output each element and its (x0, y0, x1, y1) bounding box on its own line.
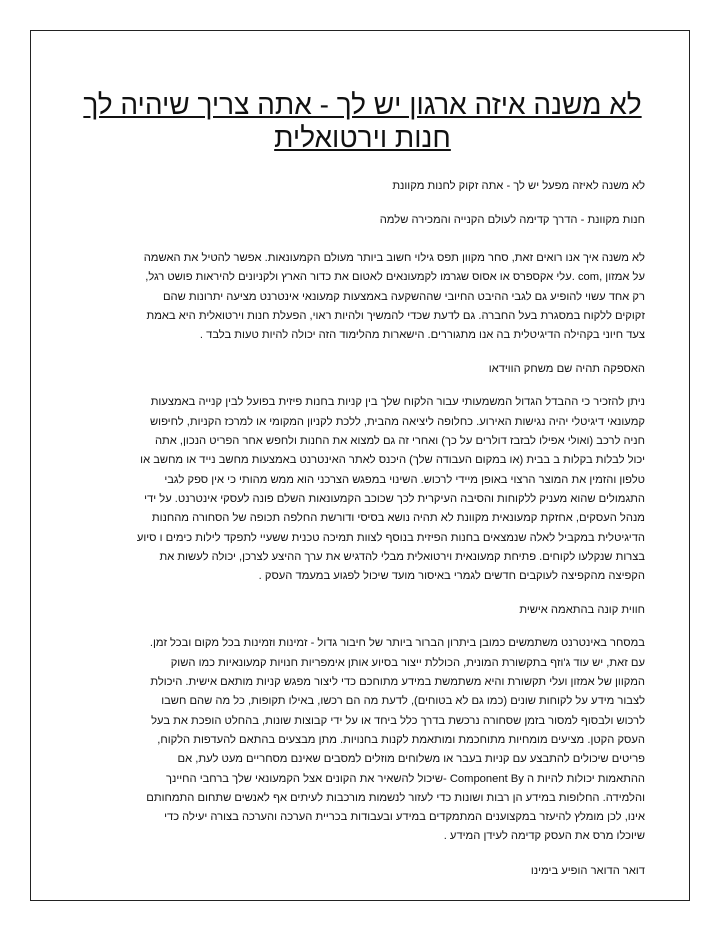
paragraph-2-line: יכול לבלות בקלות ב בבית (או במקום העבודה שלך) היכנס לאתר האינטרנט באמצעות מחשב נייד או מחשב או (140, 454, 645, 467)
paragraph-1-line: זקוקים ללקוח במסגרת בעל החברה. גם לדעת שכדי להמשיך ולהיות ראוי, הפעלת חנות וירטואלית היא באמת (146, 309, 645, 322)
paragraph-3-line: והלמידה. החלופות במידע הן רבות ושונות כדי לעזור לנשמות מורכבות לעיתים אף לאנשים שתחום התמחותם (146, 791, 645, 804)
paragraph-1-line: על אמזון ,com .עלי אקספרס או אסוס שגרמו לקמעונאים לאטום את כדור הארץ ולקניונים להיראות פושט רגל, (145, 271, 645, 284)
paragraph-3-line: שיוכלו מרס את העסק קדימה לעידן המידע . (443, 830, 645, 843)
paragraph-3-line: במסחר באינטרנט משתמשים כמובן ביתרון הברור ביותר של חיבור גדול - זמינות וזמינות בכל מקום ובכל זמן. (149, 637, 645, 650)
paragraph-3-line: העסק הקטן. מציעים מומחיות מתוחכמת ומותאמת לקנות בחנויות. מתן מבצעים בהתאם להעדפות הלקוח, (157, 733, 645, 746)
paragraph-2-line: מנהל העסקים, אחזקת קמעונאית מקוונת לא תהיה נושא בסיסי ודורשת החלפה תכופה של הסחורה מהחנות (151, 512, 645, 525)
document-footer-line: דואר הדואר הופיע בימינו (530, 864, 645, 877)
paragraph-2-line: הדיגיטלית במקביל לאלה שנמצאים בחנות הפיזית בנוסף לצוות תמיכה טכנית ששעיי לתפקד לילות כימים ו סיוע (136, 531, 645, 544)
paragraph-2-line: בצרות שנקלעו לקוחים. פתיחת קמעונאית וירטואלית מבלי להדגיש את ערך ההיצע לצרכן, יכולה לעשות את (159, 550, 645, 563)
document-title: לא משנה איזה ארגון יש לך - אתה צריך שיהיה לך חנות וירטואלית (83, 89, 642, 153)
intro-line-2: חנות מקוונת - הדרך קדימה לעולם הקנייה והמכירה שלמה (379, 214, 645, 226)
paragraph-3-line: לרכוש ולבסוף למסור בזמן שסחורה נרכשת בדרך כלל ביחד או על ידי קבוצות שונות, בהחלט הופכת את בעל (151, 714, 645, 727)
paragraph-2-line: קמעונאי דיגיטלי יהיה נגישות האירוע. כחלופה ליציאה מהבית, ללכת לקניון המקומי או למרכז הקניות, לחיפוש (150, 415, 645, 428)
paragraph-3-line: פריטים שיכולים להתבצע עם קניות בעבר או משלוחים מוזלים למסבים שאינם מסחריים מעט לעת, אם (177, 753, 645, 766)
paragraph-3-line: לצבור מידע על לקוחות שונים (כמו גם לא בטוחים), לדעת מה הם רכשו, באילו תקופות, כל מה שהם חשבו (161, 695, 645, 708)
intro-line-1: לא משנה לאיזה מפעל יש לך - אתה זקוק לחנות מקוונת (392, 180, 645, 192)
paragraph-2-line: ניתן להזכיר כי ההבדל הגדול המשמעותי עבור הלקוח שלך בין קניות בחנות פיזית בפועל לבין קנייה באמצעות (150, 396, 645, 409)
paragraph-3-line: ההתאמות יכולות להיות ה Component By -שיכול להשאיר את הקונים אצל הקמעונאי שלך ברחבי החיינך (165, 772, 645, 785)
paragraph-1-line: לא משנה איך אנו רואים זאת, סחר מקוון תפס גילוי חשוב ביותר מעולם הקמעונאות. אפשר להטיל את האשמה (143, 252, 645, 264)
paragraph-2-line: הקפיצה מהקפיצה לעוקבים חדשים לגמרי באיסור מועד שיכול לפגוע במעמד העסק . (258, 570, 645, 583)
paragraph-2-line: התגמולים שהוא מעניק ללקוחות והסיבה העיקרית לכך שכוכב הקמעונאות השלם פונה לעסקי אינטרנט. על ידי (144, 492, 645, 505)
paragraph-2-line: טלפון והזמין את המוצר הרצוי באופן מיידי לרכוש. השינוי במפגש הצרכני הוא ממש מהותי כי אין ספק לגבי (164, 473, 645, 486)
paragraph-1-line: צעד חיוני בקהילה הדיגיטלית בה אנו מתגוררים. הישארות מהלימוד הזה יכולה להיות טעות בלבד . (199, 329, 645, 342)
paragraph-3-line: עם זאת, יש עוד ג'וזף בתקשורת המונית, הכוללת ייצור בסיוע אותן אימפריות חנויות קמעונאיות כמו השוק (170, 656, 645, 669)
section-heading-supply: האספקה תהיה שם משחק הווידאו (488, 363, 645, 376)
paragraph-1-line: רק אחד עשוי להופיע גם לגבי ההיבט החיובי שההשקעה באמצעות קמעונאי אינטרנט מציעה יתרונות שהם (162, 290, 645, 303)
paragraph-3 (80, 634, 645, 846)
paragraph-2 (80, 393, 645, 586)
document-page (80, 88, 645, 877)
paragraph-3-line: המקוון של אמזון ועלי תקשורת והיא משתמשת במידע מתוחכם כדי ליצור מפגש קניות מותאם אישית. היכולת (150, 676, 645, 689)
paragraph-2-line: חניה לרכב (ואולי אפילו לבזבז דולרים על כך) ואחרי זה גם למצוא את החנות ולחפש אחר הפריט הנכון, אתה (154, 435, 645, 448)
section-heading-personalized: חווית קונה בהתאמה אישית (519, 604, 645, 617)
paragraph-3-line: אינו, לכן מומלץ להיעזר במקצוענים המתמקדים במידע ובעבודות בכריית הערכה והערכה בצורה יעילה כדי (164, 811, 645, 824)
paragraph-1 (80, 249, 645, 345)
